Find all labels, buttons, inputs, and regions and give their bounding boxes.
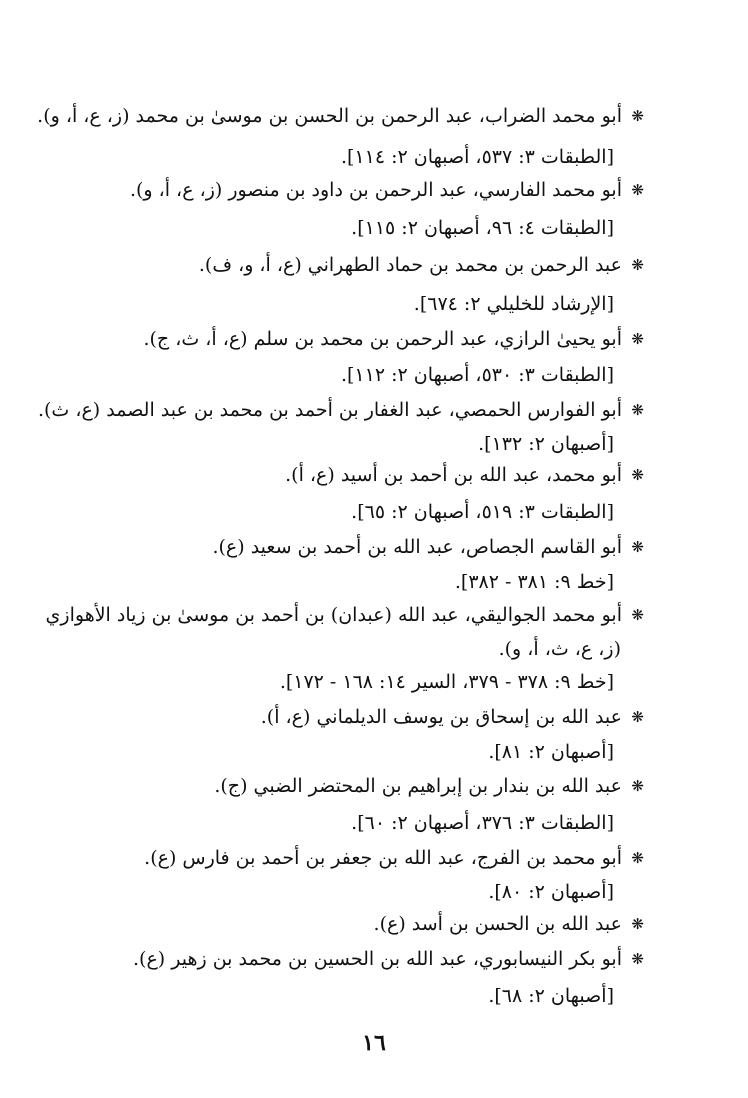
source-line: [الإرشاد للخليلي ٢: ٦٧٤]. (413, 293, 614, 315)
entry-text: أبو محمد، عبد الله بن أحمد بن أسيد (ع، أ). (285, 464, 622, 486)
entry-line (45, 600, 644, 630)
entry-text: أبو بكر النيسابوري، عبد الله بن الحسين بن محمد بن زهير (ع). (133, 948, 622, 970)
entry-line (60, 460, 644, 490)
source-line: [أصبهان ٢: ٦٨]. (488, 985, 614, 1007)
source-line: [أصبهان ٢: ١٣٢]. (478, 433, 614, 455)
entry-line (60, 909, 644, 939)
bullet-icon: ❋ (631, 330, 644, 348)
bullet-icon: ❋ (631, 606, 644, 624)
bullet-icon: ❋ (631, 181, 644, 199)
source-line: [أصبهان ٢: ٨١]. (488, 741, 614, 763)
entry-line (60, 532, 644, 562)
source-line: [الطبقات ٣: ٥١٩، أصبهان ٢: ٦٥]. (351, 501, 614, 523)
bullet-icon: ❋ (631, 708, 644, 726)
bullet-icon: ❋ (631, 915, 644, 933)
source-line: [الطبقات ٣: ٥٣٠، أصبهان ٢: ١١٢]. (340, 364, 614, 386)
source-line: [أصبهان ٢: ٨٠]. (488, 881, 614, 903)
entry-text: أبو الفوارس الحمصي، عبد الغفار بن أحمد بن محمد بن عبد الصمد (ع، ث). (37, 399, 622, 421)
entry-line (37, 395, 644, 425)
entry-text: أبو يحيىٰ الرازي، عبد الرحمن بن محمد بن سلم (ع، أ، ث، ج). (143, 328, 622, 350)
bullet-icon: ❋ (631, 950, 644, 968)
entry-text: عبد الله بن الحسن بن أسد (ع). (373, 913, 622, 935)
bullet-icon: ❋ (631, 256, 644, 274)
entry-text: أبو محمد الفارسي، عبد الرحمن بن داود بن منصور (ز، ع، أ، و). (129, 179, 622, 201)
entry-text: أبو القاسم الجصاص، عبد الله بن أحمد بن سعيد (ع). (212, 536, 622, 558)
entry-text: عبد الرحمن بن محمد بن حماد الطهراني (ع، أ، و، ف). (198, 254, 622, 276)
page-number: ١٦ (362, 1030, 386, 1056)
bullet-icon: ❋ (631, 538, 644, 556)
entry-line (60, 944, 644, 974)
bullet-icon: ❋ (631, 107, 644, 125)
source-line: [الطبقات ٣: ٥٣٧، أصبهان ٢: ١١٤]. (340, 146, 614, 168)
entry-text: أبو محمد بن الفرج، عبد الله بن جعفر بن أحمد بن فارس (ع). (144, 847, 622, 869)
entry-line (37, 101, 644, 131)
entry-text: أبو محمد الجواليقي، عبد الله (عبدان) بن أحمد بن موسىٰ بن زياد الأهوازي (45, 604, 622, 626)
source-line: [الطبقات ٤: ٩٦، أصبهان ٢: ١١٥]. (351, 217, 614, 239)
entry-line (60, 843, 644, 873)
source-line: [الطبقات ٣: ٣٧٦، أصبهان ٢: ٦٠]. (351, 812, 614, 834)
entry-continuation: (ز، ع، ث، أ، و). (498, 638, 621, 660)
entry-text: أبو محمد الضراب، عبد الرحمن بن الحسن بن موسىٰ بن محمد (ز، ع، أ، و). (37, 105, 622, 127)
entry-text: عبد الله بن إسحاق بن يوسف الديلماني (ع، أ). (260, 706, 622, 728)
entry-line (60, 175, 644, 205)
bullet-icon: ❋ (631, 849, 644, 867)
entry-line (60, 324, 644, 354)
source-line: [خط ٩: ٣٨١ - ٣٨٢]. (454, 571, 614, 593)
entry-text: عبد الله بن بندار بن إبراهيم بن المحتضر الضبي (ج). (214, 775, 622, 797)
entry-line (60, 702, 644, 732)
bullet-icon: ❋ (631, 777, 644, 795)
entry-line (60, 771, 644, 801)
bullet-icon: ❋ (631, 466, 644, 484)
source-line: [خط ٩: ٣٧٨ - ٣٧٩، السير ١٤: ١٦٨ - ١٧٢]. (279, 671, 614, 693)
bullet-icon: ❋ (631, 401, 644, 419)
entry-line (60, 250, 644, 280)
